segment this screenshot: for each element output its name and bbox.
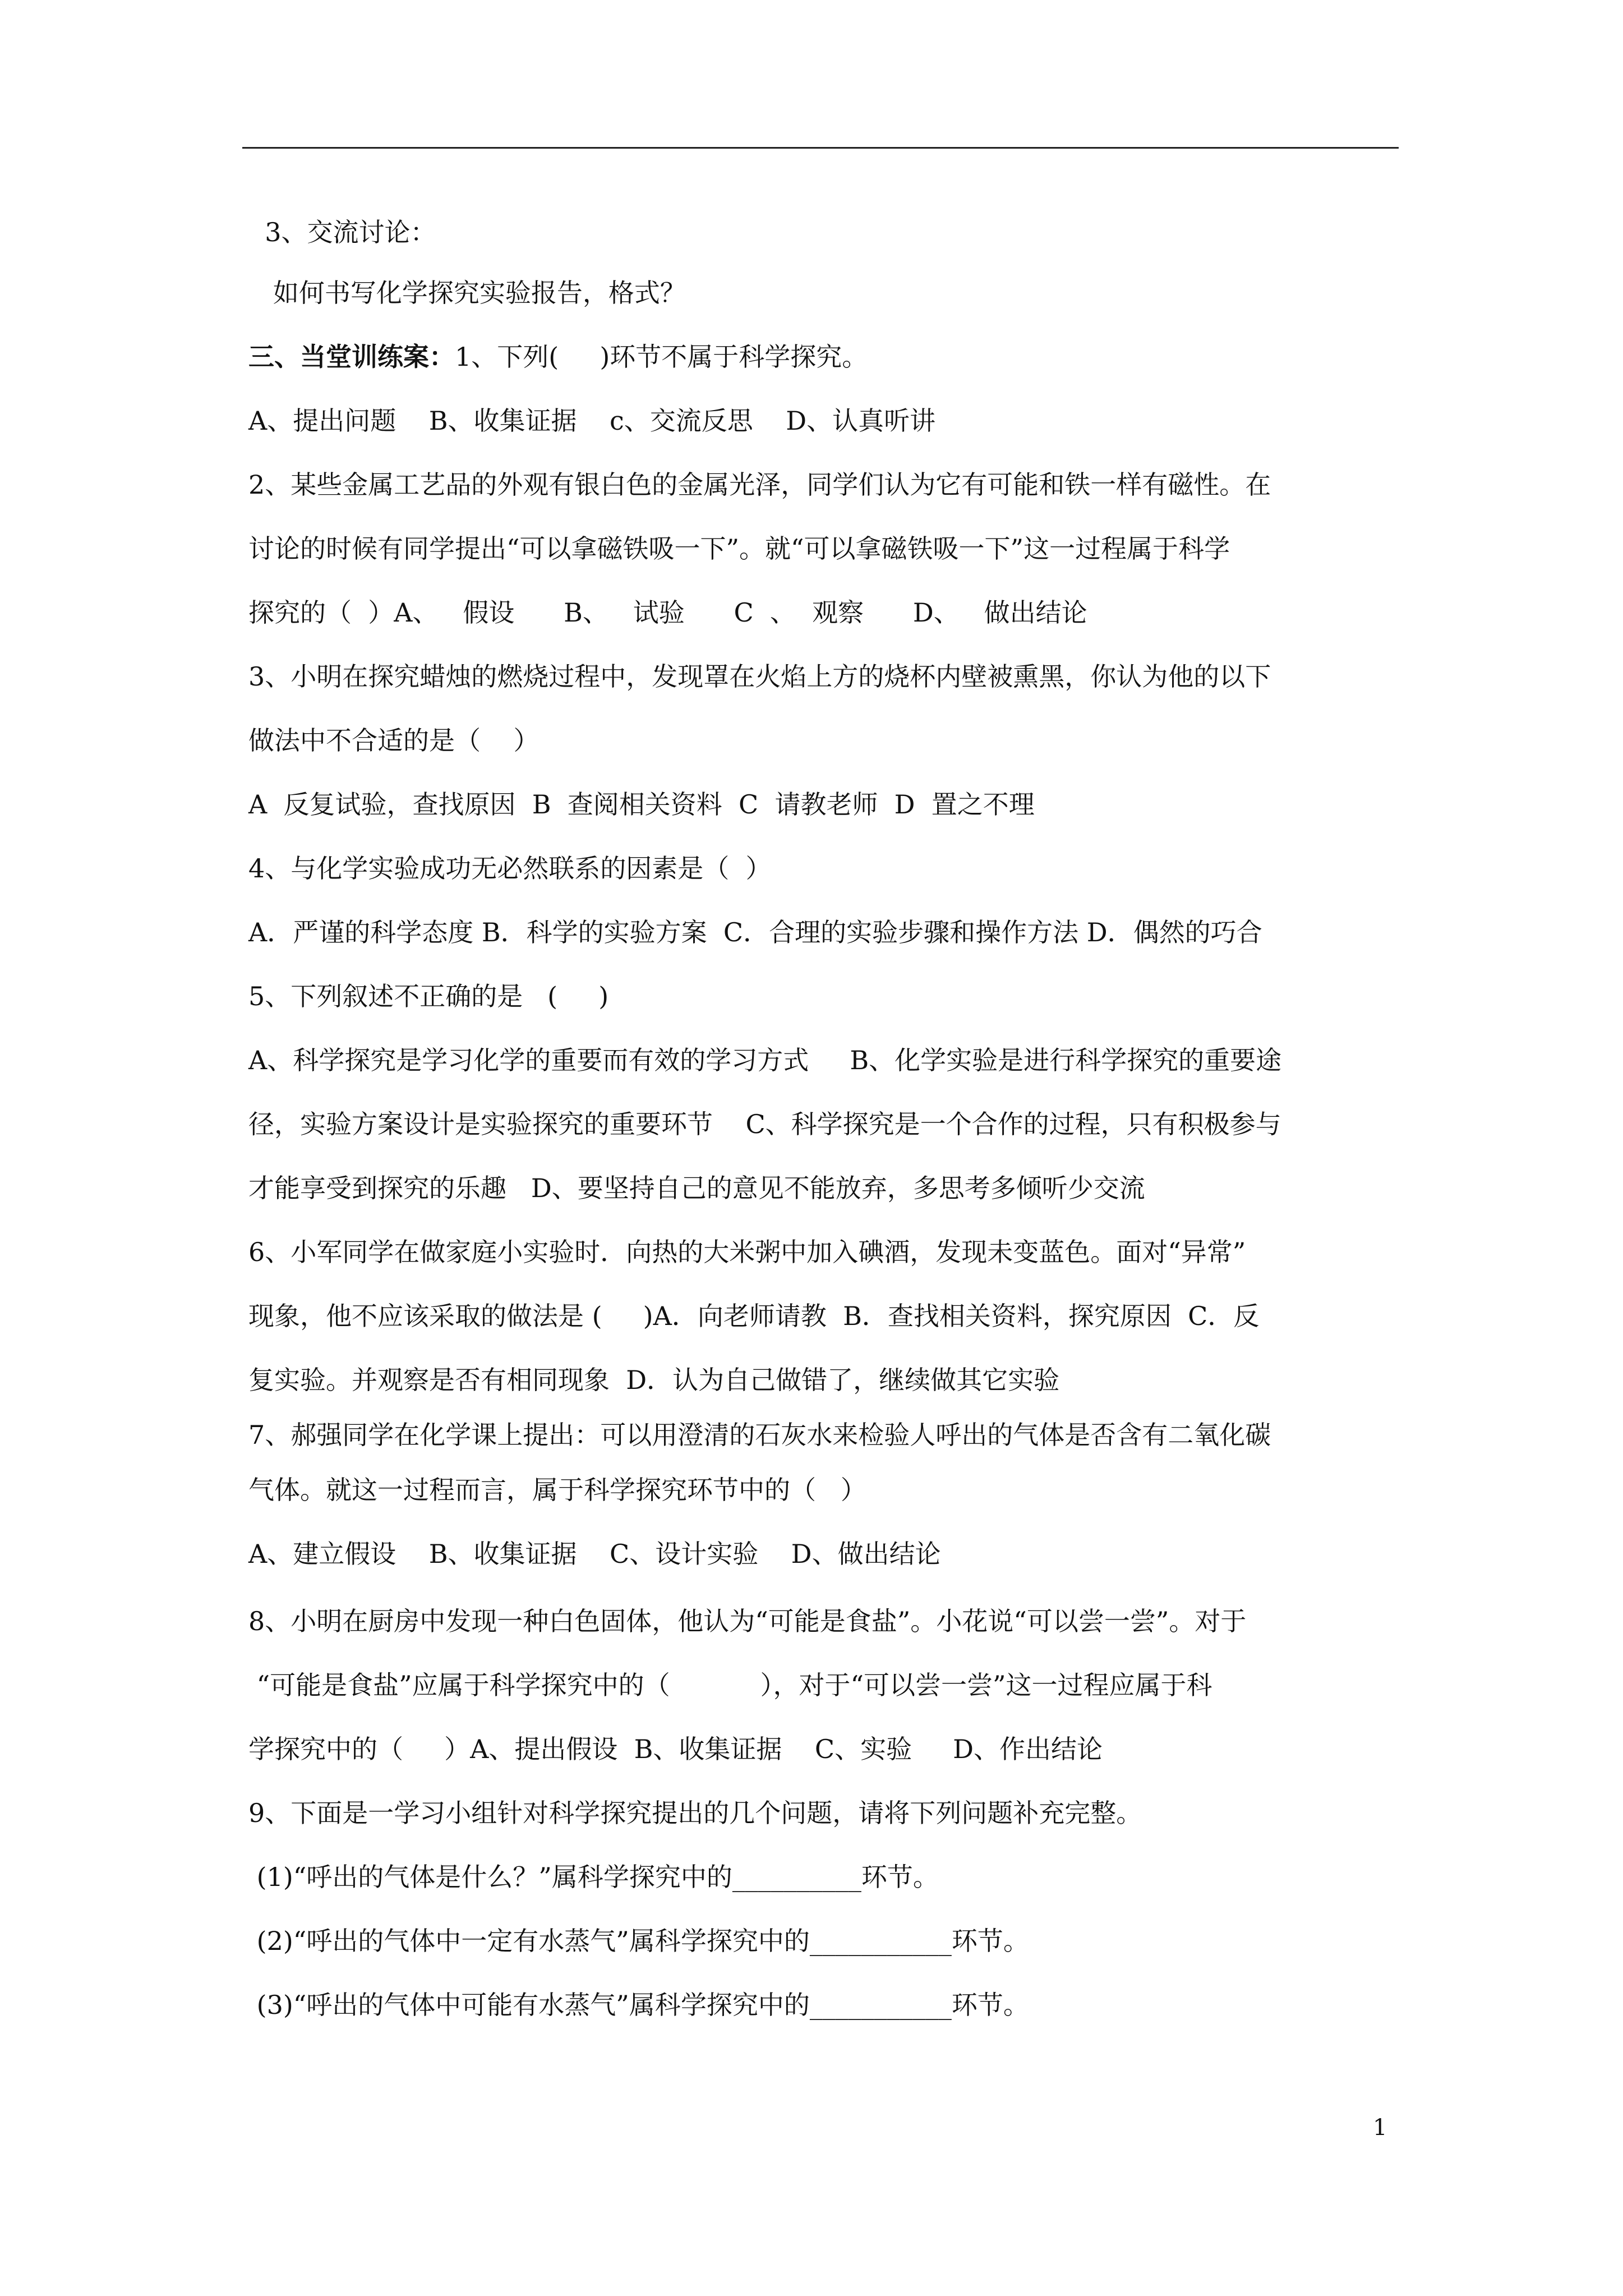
page-number: 1 (1373, 2115, 1387, 2141)
text-line-18: 现象，他不应该采取的做法是 ( )A．向老师请教 B．查找相关资料，探究原因 C．反 (248, 1301, 1260, 1331)
text-line-10: A 反复试验，查找原因 B 查阅相关资料 C 请教老师 D 置之不理 (248, 789, 1035, 820)
text-line-1: 3、交流讨论： (248, 217, 436, 247)
text-line-9: 做法中不合适的是（ ） (248, 725, 540, 756)
text-line-27: (1)“呼出的气体是什么？”属科学探究中的__________环节。 (248, 1862, 939, 1892)
text-line-4: A、提出问题 B、收集证据 c、交流反思 D、认真听讲 (248, 406, 936, 436)
text-line-17: 6、小军同学在做家庭小实验时．向热的大米粥中加入碘酒，发现未变蓝色。面对“异常” (248, 1237, 1246, 1267)
text-line-11: 4、与化学实验成功无必然联系的因素是（ ） (248, 853, 772, 884)
text-line-22: A、建立假设 B、收集证据 C、设计实验 D、做出结论 (248, 1539, 941, 1569)
header-rule (242, 147, 1399, 149)
text-line-12: A．严谨的科学态度 B．科学的实验方案 C．合理的实验步骤和操作方法 D．偶然的巧合 (248, 917, 1262, 947)
text-line-19: 复实验。并观察是否有相同现象 D．认为自己做错了，继续做其它实验 (248, 1365, 1060, 1395)
section-label: 三、当堂训练案： (248, 342, 455, 372)
text-line-8: 3、小明在探究蜡烛的燃烧过程中，发现罩在火焰上方的烧杯内壁被熏黑，你认为他的以下 (248, 661, 1271, 692)
text-line-6: 讨论的时候有同学提出“可以拿磁铁吸一下”。就“可以拿磁铁吸一下”这一过程属于科学 (248, 533, 1230, 564)
text-line-29: (3)“呼出的气体中可能有水蒸气”属科学探究中的___________环节。 (248, 1990, 1029, 2020)
text-line-13: 5、下列叙述不正确的是 ( ) (248, 981, 609, 1011)
text-line-7: 探究的（ ）A、 假设 B、 试验 C 、 观察 D、 做出结论 (248, 597, 1087, 628)
text-line-25: 学探究中的（ ）A、提出假设 B、收集证据 C、实验 D、作出结论 (248, 1734, 1103, 1764)
text-line-23: 8、小明在厨房中发现一种白色固体，他认为“可能是食盐”。小花说“可以尝一尝”。对于 (248, 1606, 1247, 1636)
text-line-26: 9、下面是一学习小组针对科学探究提出的几个问题，请将下列问题补充完整。 (248, 1798, 1142, 1828)
text-line-24: “可能是食盐”应属于科学探究中的（ ），对于“可以尝一尝”这一过程应属于科 (248, 1670, 1212, 1700)
text-line-5: 2、某些金属工艺品的外观有银白色的金属光泽，同学们认为它有可能和铁一样有磁性。在 (248, 470, 1271, 500)
section-question-1: 1、下列( )环节不属于科学探究。 (455, 342, 868, 372)
text-line-16: 才能享受到探究的乐趣 D、要坚持自己的意见不能放弃，多思考多倾听少交流 (248, 1173, 1145, 1203)
section-heading-line (248, 340, 868, 374)
text-line-2: 如何书写化学探究实验报告，格式？ (248, 278, 686, 308)
text-line-14: A、科学探究是学习化学的重要而有效的学习方式 B、化学实验是进行科学探究的重要途 (248, 1045, 1282, 1075)
text-line-21: 气体。就这一过程而言，属于科学探究环节中的（ ） (248, 1475, 866, 1505)
text-line-20: 7、郝强同学在化学课上提出：可以用澄清的石灰水来检验人呼出的气体是否含有二氧化碳 (248, 1420, 1271, 1450)
text-line-28: (2)“呼出的气体中一定有水蒸气”属科学探究中的___________环节。 (248, 1926, 1029, 1956)
text-line-15: 径，实验方案设计是实验探究的重要环节 C、科学探究是一个合作的过程，只有积极参与 (248, 1109, 1281, 1139)
